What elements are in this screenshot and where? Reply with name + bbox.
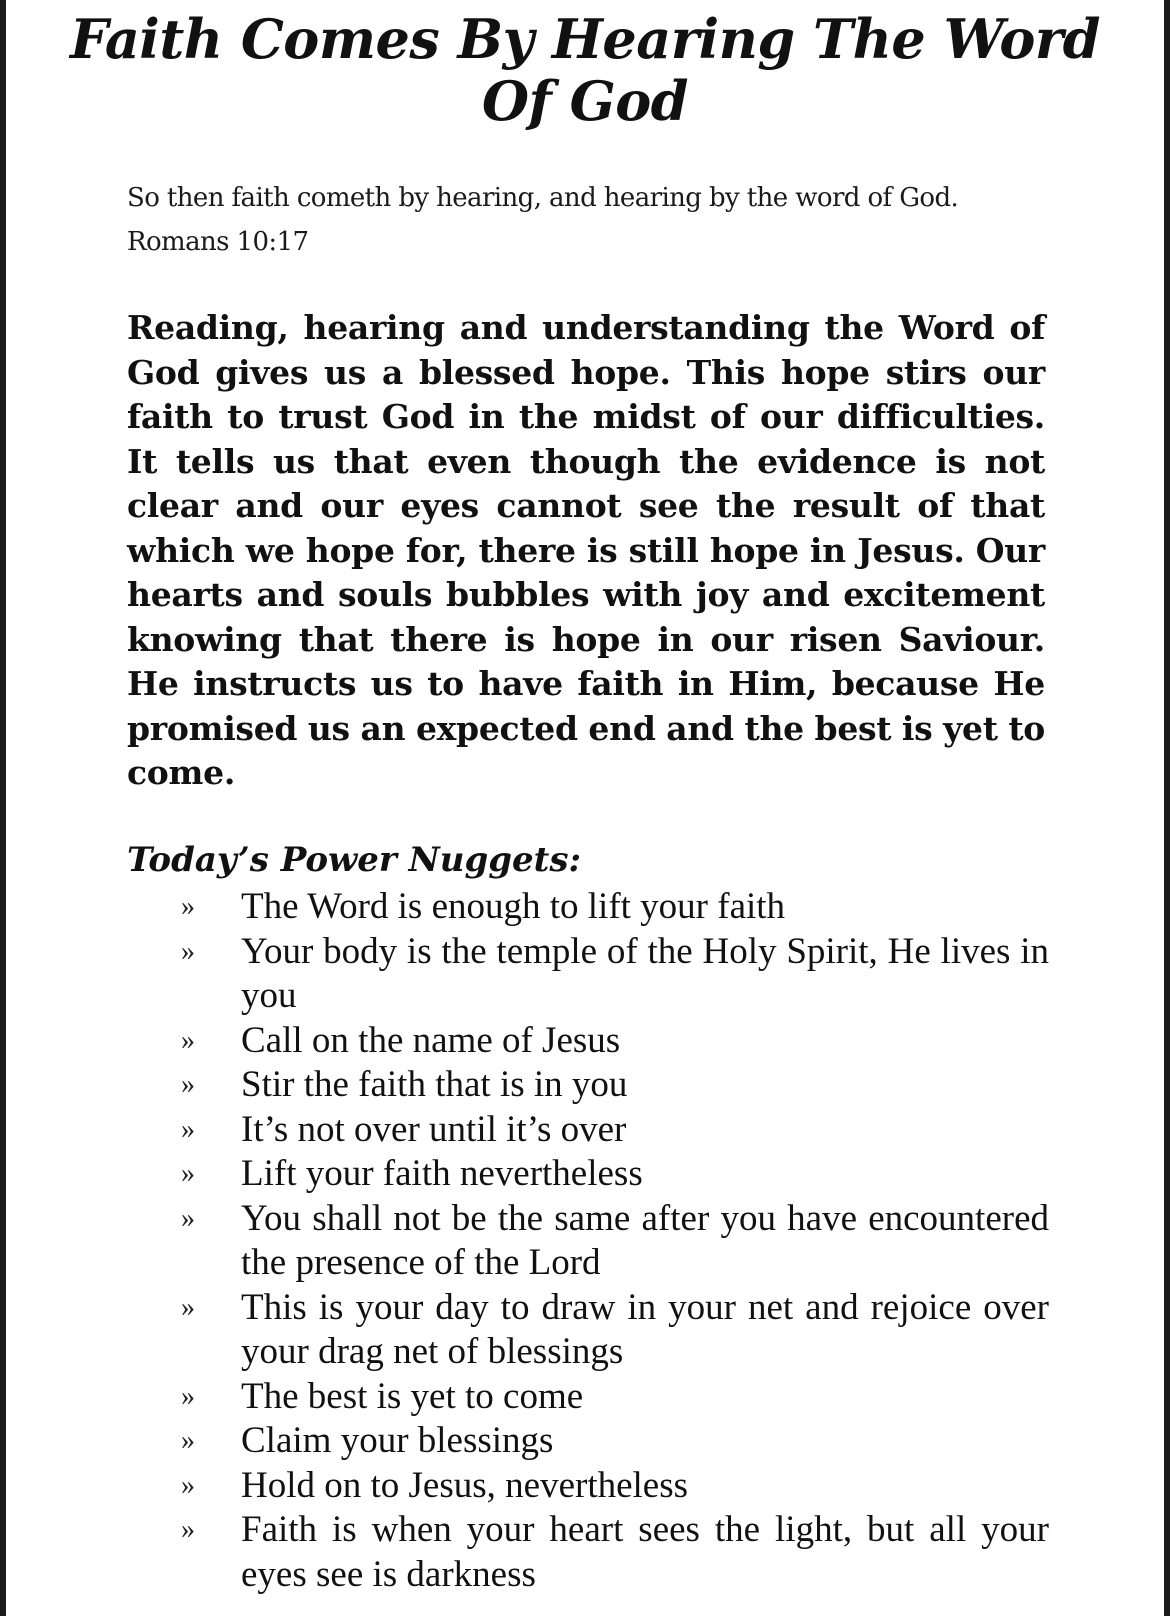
power-nuggets-list (181, 885, 1049, 1597)
list-item (181, 1464, 1049, 1509)
bullet-marker: » (181, 1380, 195, 1412)
bullet-marker: » (181, 1425, 195, 1456)
devotional-body: Reading, hearing and understanding the Word of God gives us a blessed hope. This hope stirs our faith to trust God in the midst of our difficulties. It tells us that even though the evidence is not clear and our eyes cannot see the result of that which we hope for, there is still hope in Jesus. Our hearts and souls bubbles with joy and excitement knowing that there is hope in our risen Saviour. He instructs us to have faith in Him, because He promised us an expected end and the best is yet to come. (127, 308, 1045, 792)
nugget-text: The best is yet to come (241, 1375, 584, 1417)
list-item (181, 1108, 1049, 1153)
bullet-marker: » (181, 891, 195, 922)
bullet-marker: » (181, 1514, 195, 1545)
list-item (181, 1063, 1049, 1108)
list-item (181, 1019, 1049, 1064)
nugget-text: Hold on to Jesus, nevertheless (241, 1464, 689, 1506)
list-item (181, 930, 1049, 1019)
nugget-text: Faith is when your heart sees the light, but all your eyes see is darkness (241, 1509, 1049, 1595)
bullet-marker: » (181, 935, 195, 967)
nugget-text: The Word is enough to lift your faith (241, 886, 786, 927)
bullet-marker: » (181, 1113, 195, 1145)
nugget-text: Claim your blessings (241, 1420, 554, 1461)
list-item (181, 1286, 1049, 1375)
nugget-text: Call on the name of Jesus (241, 1019, 621, 1061)
nugget-text: Lift your faith nevertheless (241, 1153, 643, 1194)
list-item (181, 1152, 1049, 1197)
power-nuggets-heading: Today’s Power Nuggets: (127, 840, 582, 880)
bullet-marker: » (181, 1158, 195, 1189)
bullet-marker: » (181, 1291, 195, 1323)
list-item (181, 1419, 1049, 1464)
nugget-text: Your body is the temple of the Holy Spirit, He lives in you (241, 930, 1049, 1016)
bullet-marker: » (181, 1024, 195, 1056)
bullet-marker: » (181, 1069, 195, 1100)
list-item (181, 885, 1049, 930)
devotional-page (6, 0, 1164, 1616)
bullet-marker: » (181, 1202, 195, 1234)
bullet-marker: » (181, 1469, 195, 1501)
list-item (181, 1197, 1049, 1286)
nugget-text: Stir the faith that is in you (241, 1064, 628, 1105)
page-title: Faith Comes By Hearing The Word Of God (69, 7, 1101, 133)
nugget-text: This is your day to draw in your net and rejoice over your drag net of blessings (241, 1286, 1049, 1372)
list-item (181, 1375, 1049, 1420)
nugget-text: It’s not over until it’s over (241, 1108, 627, 1150)
nugget-text: You shall not be the same after you have encountered the presence of the Lord (241, 1197, 1049, 1283)
list-item (181, 1508, 1049, 1597)
scripture-verse: So then faith cometh by hearing, and hearing by the word of God. Romans 10:17 (127, 183, 959, 257)
